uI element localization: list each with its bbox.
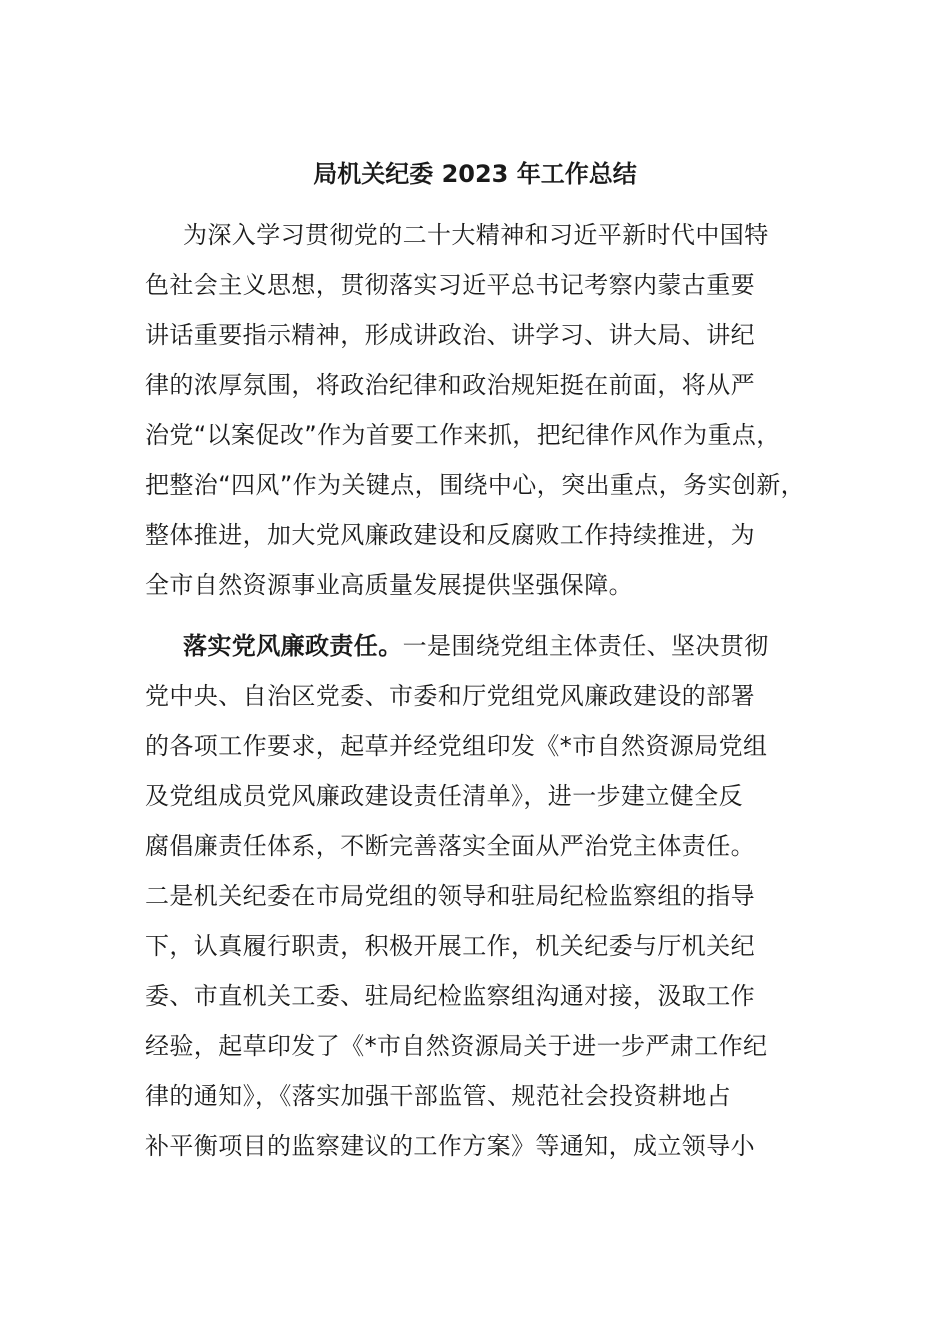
- text-line: 补平衡项目的监察建议的工作方案》等通知，成立领导小: [145, 1132, 755, 1160]
- text-line: 的各项工作要求，起草并经党组印发《*市自然资源局党组: [145, 732, 768, 760]
- text-line: 下，认真履行职责，积极开展工作，机关纪委与厅机关纪: [145, 932, 755, 960]
- paragraph-intro: [145, 210, 835, 610]
- paragraph-responsibility: [145, 621, 835, 1171]
- text-line: 治党“以案促改”作为首要工作来抓，把纪律作风作为重点，: [145, 421, 781, 449]
- document-body: [145, 210, 835, 1171]
- text-line: [145, 621, 835, 671]
- paragraph-gap: [145, 610, 835, 621]
- text-line: 二是机关纪委在市局党组的领导和驻局纪检监察组的指导: [145, 882, 755, 910]
- text-line: 为深入学习贯彻党的二十大精神和习近平新时代中国特: [183, 221, 769, 249]
- text-line: 党中央、自治区党委、市委和厅党组党风廉政建设的部署: [145, 682, 755, 710]
- text-line: 腐倡廉责任体系，不断完善落实全面从严治党主体责任。: [145, 832, 755, 860]
- text-line: 讲话重要指示精神，形成讲政治、讲学习、讲大局、讲纪: [145, 321, 755, 349]
- text-line: 整体推进，加大党风廉政建设和反腐败工作持续推进，为: [145, 521, 755, 549]
- text-line: 律的通知》，《落实加强干部监管、规范社会投资耕地占: [145, 1082, 731, 1110]
- text-line: 律的浓厚氛围，将政治纪律和政治规矩挺在前面，将从严: [145, 371, 755, 399]
- text-line: 色社会主义思想，贯彻落实习近平总书记考察内蒙古重要: [145, 271, 755, 299]
- text-span: 一是围绕党组主体责任、坚决贯彻: [402, 632, 769, 660]
- section-lead-heading: 落实党风廉政责任。: [183, 632, 403, 660]
- text-line: 委、市直机关工委、驻局纪检监察组沟通对接，汲取工作: [145, 982, 755, 1010]
- text-line: 及党组成员党风廉政建设责任清单》，进一步建立健全反: [145, 782, 743, 810]
- text-line: 全市自然资源事业高质量发展提供坚强保障。: [145, 571, 633, 599]
- document-title: 局机关纪委 2023 年工作总结: [313, 160, 637, 188]
- text-line: 经验，起草印发了《*市自然资源局关于进一步严肃工作纪: [145, 1032, 768, 1060]
- text-line: 把整治“四风”作为关键点，围绕中心，突出重点，务实创新，: [145, 471, 806, 499]
